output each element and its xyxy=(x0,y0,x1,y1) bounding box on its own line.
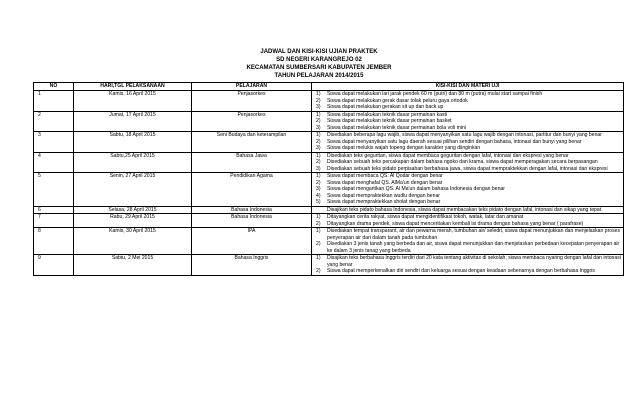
material-item xyxy=(314,221,621,228)
item-number: 1) xyxy=(316,152,321,159)
material-cell xyxy=(312,214,624,228)
item-text: Siswa dapat mengartikan QS. Al Ma'un dalam bahasa Indonesia dengan benar xyxy=(327,186,505,192)
subject-name: Bahasa Indonesia xyxy=(192,206,312,214)
row-number: 9 xyxy=(34,255,74,276)
item-text: Siswa dapat melakukan gerak dasar tolak peluru gaya ortodok xyxy=(327,97,468,104)
header-subject: PELAJARAN xyxy=(192,83,312,91)
row-number: 6 xyxy=(34,206,74,214)
school-year: TAHUN PELAJARAN 2014/2015 xyxy=(274,73,364,79)
item-text: Siswa dapat menghafal QS. AlMa'un dengan benar xyxy=(327,179,443,186)
row-number: 4 xyxy=(34,152,74,173)
header-date: HARI,TGL PELAKSANAAN xyxy=(74,83,192,91)
exam-date: Senin, 27 April 2015 xyxy=(74,173,192,207)
item-text: Siswa dapat melakukan gerakan sit up dan back up xyxy=(327,104,444,110)
item-text: Ditayangkan cerita rakyat, siswa dapat mengidentifikasi tokoh, watak, latar dan amanat xyxy=(327,214,524,220)
item-text: Disediakan sebuah teks percakapan dalam bahasa ngoko dan krama, siswa dapat memperagakan secara berpasangan xyxy=(327,159,598,165)
exam-date: Sabtu, 2 Mei 2015 xyxy=(74,255,192,276)
item-text: Disajikan teks pidato bahasa Indonesia, siswa dapat membacakan teks pidato dengan lafal, intonasi dan sikap yang tepat xyxy=(327,206,602,213)
item-number: 2) xyxy=(316,220,321,227)
material-cell xyxy=(312,228,624,255)
subject-name: Bahasa Indonesia xyxy=(192,214,312,228)
exam-date: Sabtu,25 April 2015 xyxy=(74,152,192,173)
item-number: 3) xyxy=(316,104,321,110)
item-text: Siswa dapat melukis wajah topeng dengan karakter yang diinginkan xyxy=(327,145,481,151)
school-name: SD NEGERI KARANGREJO 02 xyxy=(276,57,362,63)
item-text: Ditayangkan drama pendek, siswa dapat menceritakan kembali isi drama dengan bahasa yang benar ( parafrase) xyxy=(327,220,584,227)
subject-name: Penjasorkes xyxy=(192,91,312,112)
header-no: NO xyxy=(34,83,74,91)
table-row xyxy=(34,228,624,255)
item-number xyxy=(314,207,327,214)
material-cell xyxy=(312,206,624,214)
table-body xyxy=(34,91,624,276)
subject-name: Penjasorkes xyxy=(192,111,312,132)
schedule-table xyxy=(33,82,624,276)
item-number: 3) xyxy=(316,145,321,151)
item-text: Disediakan tempat transparant, air dan pewarna merah, tumbuhan air/ seledri, siswa dapat menunjukkan dan menjelaskan proses penyerapan air dari dalam tanah pada tumbuhan xyxy=(327,228,621,241)
subject-name: Bahasa Inggris xyxy=(192,255,312,276)
item-text: Disediakan 3 jenis tanah yang berbeda dan air, siswa dapat menunjukkan dan menjelaskan perbedaan kecepatan penyerapan air ke dalam 3 jenis tanag yang berbeda xyxy=(327,241,620,254)
item-number: 2) xyxy=(316,97,321,104)
table-row xyxy=(34,91,624,112)
item-number: 2) xyxy=(316,268,321,274)
document-header xyxy=(0,48,638,80)
item-number: 3) xyxy=(316,186,321,192)
item-text: Siswa dapat mempraktekkan sholat dengan benar xyxy=(327,199,441,205)
table-row xyxy=(34,173,624,207)
row-number: 3 xyxy=(34,132,74,153)
item-text: Siswa dapat membaca QS. Al Qodar dengan benar xyxy=(327,173,443,179)
material-item xyxy=(314,125,621,132)
exam-date: Rabu, 29 April 2015 xyxy=(74,214,192,228)
material-item xyxy=(314,241,621,254)
row-number: 5 xyxy=(34,173,74,207)
material-item xyxy=(314,104,621,111)
item-number: 1) xyxy=(316,111,321,118)
material-item xyxy=(314,255,621,268)
row-number: 2 xyxy=(34,111,74,132)
subject-name: Pendidikan Agama xyxy=(192,173,312,207)
table-row xyxy=(34,111,624,132)
district-name: KECAMATAN SUMBERSARI KABUPATEN JEMBER xyxy=(246,65,392,71)
material-cell xyxy=(312,255,624,276)
row-number: 7 xyxy=(34,214,74,228)
item-number: 2) xyxy=(316,138,321,145)
item-text: Siswa dapat melakukan lari jarak pendek 60 m (putri) dan 80 m (putra) mulai start sampai finish xyxy=(327,91,543,97)
header-material: KISI-KISI DAN MATERI UJI xyxy=(312,83,624,91)
subject-name: IPA xyxy=(192,228,312,255)
exam-date: Sabtu, 18 April 2015 xyxy=(74,132,192,153)
item-number: 2) xyxy=(316,159,321,165)
table-row xyxy=(34,152,624,173)
subject-name: Bahasa Jawa xyxy=(192,152,312,173)
item-number: 1) xyxy=(316,214,321,220)
item-text: Disediakan teks geguritan, siswa dapat membaca geguritan dengan lafal, intonasi dan ekspresi yang benar xyxy=(327,152,569,159)
material-cell xyxy=(312,173,624,207)
row-number: 1 xyxy=(34,91,74,112)
exam-date: Jumat, 17 April 2015 xyxy=(74,111,192,132)
item-number: 2) xyxy=(316,118,321,124)
table-row xyxy=(34,206,624,214)
material-item xyxy=(314,228,621,241)
item-text: Siswa dapat memperkenalkan diri sendiri dan keluarga sesuai dengan keadaan sebenarnya dengan berbahasa Inggris xyxy=(327,268,595,274)
item-text: Siswa dapat melakukan teknik dasar permainan bola voli mini xyxy=(327,124,467,131)
material-cell xyxy=(312,91,624,112)
material-item xyxy=(314,145,621,152)
item-text: Siswa dapat melakukan teknik dasar permainan kasti xyxy=(327,111,448,118)
item-text: Siswa dapat mempraktekkan wudlu dengan benar xyxy=(327,192,440,199)
exam-date: Kamis, 30 April 2015 xyxy=(74,228,192,255)
subject-name: Seni Budaya dan keterampilan xyxy=(192,132,312,153)
table-row xyxy=(34,255,624,276)
material-cell xyxy=(312,111,624,132)
row-number: 8 xyxy=(34,228,74,255)
item-number: 3) xyxy=(316,165,321,172)
document-title: JADWAL DAN KISI-KISI UJIAN PRAKTEK xyxy=(260,49,378,55)
item-text: Siswa dapat melakukan teknik dasar permainan basket xyxy=(327,118,452,124)
item-number: 4) xyxy=(316,192,321,199)
material-item xyxy=(314,166,621,173)
item-number: 2) xyxy=(316,241,321,247)
material-cell xyxy=(312,152,624,173)
material-item xyxy=(314,268,621,275)
item-text: Disediakan beberapa lagu wajib, siswa dapat menyanyikan satu lagu wajib dengan intonasi, partitur dan bunyi yang benar xyxy=(327,132,602,138)
table-row xyxy=(34,132,624,153)
item-number: 1) xyxy=(316,255,321,261)
item-number: 1) xyxy=(316,228,321,234)
item-number: 3) xyxy=(316,124,321,131)
table-header-row xyxy=(34,83,624,91)
item-number: 1) xyxy=(316,173,321,179)
exam-date: Selasa, 28 April 2015 xyxy=(74,206,192,214)
item-text: Siswa dapat menyanyikan satu lagu daerah sesuai pilihan sendiri dengan bahasa, intonasi dan bunyi yang benar xyxy=(327,138,582,145)
material-cell xyxy=(312,132,624,153)
item-number: 2) xyxy=(316,179,321,186)
material-item xyxy=(314,199,621,206)
exam-date: Kamis, 16 April 2015 xyxy=(74,91,192,112)
item-text: Disajikan teks berbahasa Inggris terdiri dari 20 kata tentang aktivitas di sekolah, siswa membaca nyaring dengan lafal dan intonasi yang benar xyxy=(327,255,621,268)
material-item xyxy=(314,207,621,214)
item-text: Disediakan sebuah teks pidato perpisahan berbahasa jawa, siswa dapat mempraktekkan dengan lafal, intonasi dan ekspresi xyxy=(327,165,608,172)
item-number: 1) xyxy=(316,132,321,138)
item-number: 1) xyxy=(316,91,321,97)
table-row xyxy=(34,214,624,228)
item-number: 5) xyxy=(316,199,321,205)
